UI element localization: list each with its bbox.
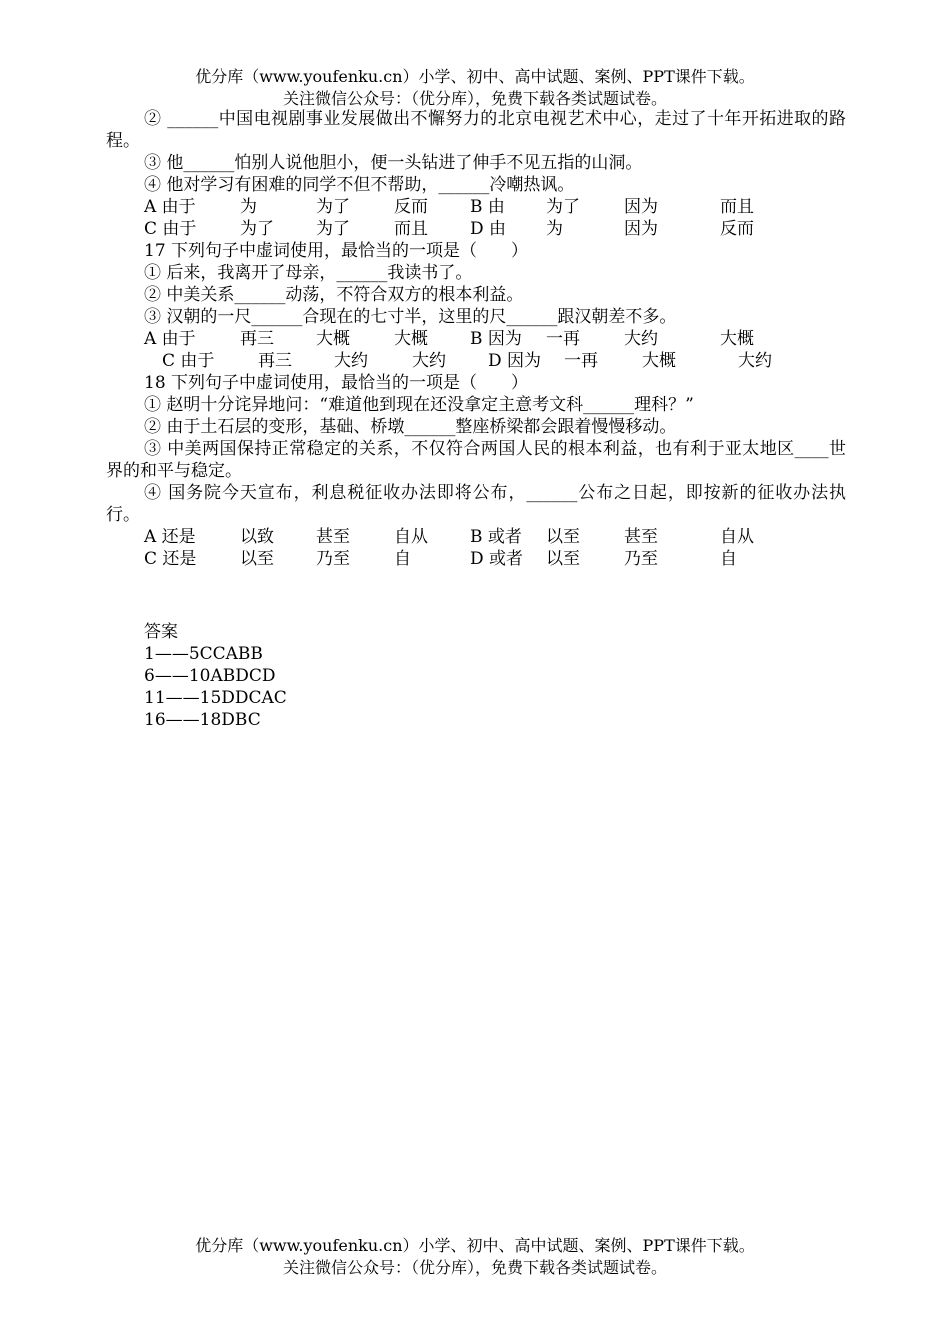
q16-options-row-1 xyxy=(106,196,846,218)
q18-option-c-1: C 还是 xyxy=(144,549,197,569)
header-line-2: 关注微信公众号：（优分库），免费下载各类试题试卷。 xyxy=(282,89,667,108)
q18-option-d-4: 自 xyxy=(720,549,737,569)
q17-title: 17 下列句子中虚词使用，最恰当的一项是（ ） xyxy=(144,241,529,261)
question-content xyxy=(106,108,846,570)
q16-option-c-3: 为了 xyxy=(316,219,350,239)
q16-option-a-1: A 由于 xyxy=(144,197,196,217)
q18-option-b-1: B 或者 xyxy=(470,527,522,547)
q18-sentence-2: ② 由于土石层的变形，基础、桥墩______整座桥梁都会跟着慢慢移动。 xyxy=(144,417,677,437)
q18-option-b-4: 自从 xyxy=(720,527,754,547)
q17-option-a-3: 大概 xyxy=(316,329,350,349)
q17-sentence-3: ③ 汉朝的一尺______合现在的七寸半，这里的尺______跟汉朝差不多。 xyxy=(144,307,677,327)
q18-option-b-2: 以至 xyxy=(546,527,580,547)
q17-option-a-1: A 由于 xyxy=(144,329,196,349)
q16-option-c-2: 为了 xyxy=(240,219,274,239)
q17-option-a-2: 再三 xyxy=(240,329,274,349)
q17-options-row-2 xyxy=(106,350,846,372)
q18-options-row-2 xyxy=(106,548,846,570)
q17-sentence-2: ② 中美关系______动荡，不符合双方的根本利益。 xyxy=(144,285,524,305)
q18-option-c-3: 乃至 xyxy=(316,549,350,569)
q17-option-c-2: 再三 xyxy=(258,351,292,371)
q18-options-row-1 xyxy=(106,526,846,548)
page-header xyxy=(0,66,950,110)
q16-option-d-3: 因为 xyxy=(624,219,658,239)
q16-sentence-3: ③ 他______怕别人说他胆小，便一头钻进了伸手不见五指的山洞。 xyxy=(144,153,643,173)
q18-option-a-1: A 还是 xyxy=(144,527,196,547)
q16-option-b-3: 因为 xyxy=(624,197,658,217)
answer-line: 6——10ABDCD xyxy=(144,666,276,686)
q16-options-row-2 xyxy=(106,218,846,240)
q17-option-d-3: 大概 xyxy=(642,351,676,371)
page-footer xyxy=(0,1235,950,1279)
q18-sentence-1: ① 赵明十分诧异地问：“难道他到现在还没拿定主意考文科______理科？” xyxy=(144,395,694,415)
q16-option-b-2: 为了 xyxy=(546,197,580,217)
q18-option-b-3: 甚至 xyxy=(624,527,658,547)
q17-option-b-3: 大约 xyxy=(624,329,658,349)
q17-option-a-4: 大概 xyxy=(394,329,428,349)
q18-option-a-3: 甚至 xyxy=(316,527,350,547)
q18-option-c-4: 自 xyxy=(394,549,411,569)
q18-sentence-4: ④ 国务院今天宣布，利息税征收办法即将公布，______公布之日起，即按新的征收办法执行。 xyxy=(106,483,846,525)
answer-title: 答案 xyxy=(144,622,178,642)
q17-option-b-1: B 因为 xyxy=(470,329,522,349)
answer-line: 1——5CCABB xyxy=(144,644,263,664)
q17-option-b-2: 一再 xyxy=(546,329,580,349)
q18-option-d-2: 以至 xyxy=(546,549,580,569)
q16-sentence-2: ② ______中国电视剧事业发展做出不懈努力的北京电视艺术中心，走过了十年开拓进取的路程。 xyxy=(106,109,846,151)
q16-option-b-4: 而且 xyxy=(720,197,754,217)
footer-line-1: 优分库（www.youfenku.cn）小学、初中、高中试题、案例、PPT课件下载。 xyxy=(195,1236,755,1255)
q17-option-d-2: 一再 xyxy=(564,351,598,371)
answer-key xyxy=(144,621,287,731)
q16-option-b-1: B 由 xyxy=(470,197,505,217)
q17-option-c-3: 大约 xyxy=(334,351,368,371)
footer-line-2: 关注微信公众号：（优分库），免费下载各类试题试卷。 xyxy=(282,1258,667,1277)
answer-line: 16——18DBC xyxy=(144,710,261,730)
q17-option-c-1: C 由于 xyxy=(162,351,215,371)
q16-option-d-1: D 由 xyxy=(470,219,507,239)
q17-option-d-4: 大约 xyxy=(738,351,772,371)
q18-option-a-2: 以致 xyxy=(240,527,274,547)
q17-options-row-1 xyxy=(106,328,846,350)
q16-option-c-1: C 由于 xyxy=(144,219,197,239)
q18-option-d-1: D 或者 xyxy=(470,549,524,569)
q17-sentence-1: ① 后来，我离开了母亲，______我读书了。 xyxy=(144,263,473,283)
header-line-1: 优分库（www.youfenku.cn）小学、初中、高中试题、案例、PPT课件下载。 xyxy=(195,67,755,86)
q16-option-d-2: 为 xyxy=(546,219,563,239)
q18-option-a-4: 自从 xyxy=(394,527,428,547)
q16-sentence-4: ④ 他对学习有困难的同学不但不帮助，______冷嘲热讽。 xyxy=(144,175,575,195)
q16-option-a-3: 为了 xyxy=(316,197,350,217)
q18-sentence-3: ③ 中美两国保持正常稳定的关系，不仅符合两国人民的根本利益，也有利于亚太地区____世界的和平与稳定。 xyxy=(106,439,846,481)
q16-option-c-4: 而且 xyxy=(394,219,428,239)
q16-option-a-2: 为 xyxy=(240,197,257,217)
q17-option-b-4: 大概 xyxy=(720,329,754,349)
q18-option-d-3: 乃至 xyxy=(624,549,658,569)
q18-title: 18 下列句子中虚词使用，最恰当的一项是（ ） xyxy=(144,373,529,393)
q16-option-d-4: 反而 xyxy=(720,219,754,239)
q18-option-c-2: 以至 xyxy=(240,549,274,569)
q17-option-d-1: D 因为 xyxy=(488,351,542,371)
answer-line: 11——15DDCAC xyxy=(144,688,287,708)
q16-option-a-4: 反而 xyxy=(394,197,428,217)
q17-option-c-4: 大约 xyxy=(412,351,446,371)
